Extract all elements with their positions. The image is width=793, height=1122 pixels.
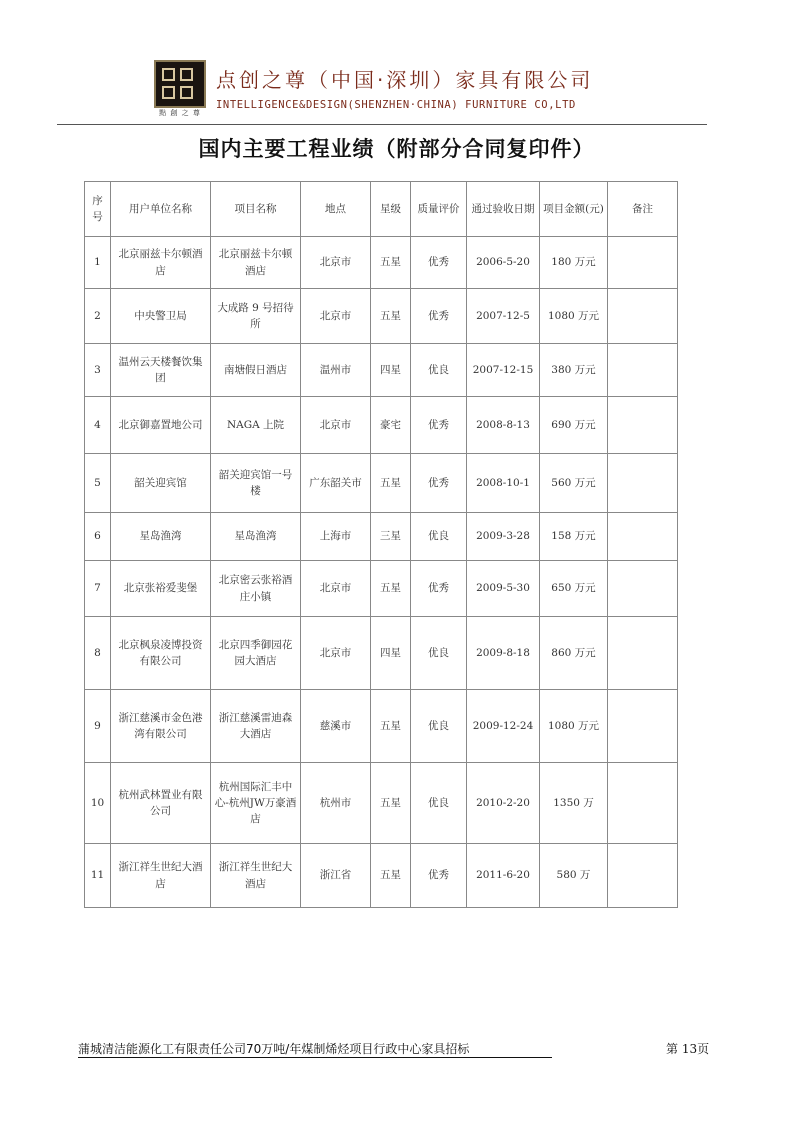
remarks: [608, 844, 678, 908]
client-name: 北京御嘉置地公司: [111, 397, 211, 454]
quality-rating: 优良: [411, 344, 467, 397]
location: 广东韶关市: [301, 454, 371, 513]
project-amount: 1080 万元: [540, 690, 608, 763]
remarks: [608, 397, 678, 454]
footer-project-title: 蒲城清洁能源化工有限责任公司70万吨/年煤制烯烃项目行政中心家具招标: [78, 1042, 470, 1056]
acceptance-date: 2009-12-24: [467, 690, 540, 763]
project-name: 大成路 9 号招待所: [211, 289, 301, 344]
star-grade: 五星: [371, 844, 411, 908]
column-header: 用户单位名称: [111, 182, 211, 237]
project-name: 北京丽兹卡尔顿酒店: [211, 237, 301, 289]
row-number: 11: [85, 844, 111, 908]
logo-subtext: 點 創 之 尊: [159, 109, 201, 117]
location: 浙江省: [301, 844, 371, 908]
row-number: 7: [85, 561, 111, 617]
table-row: [85, 289, 678, 344]
quality-rating: 优秀: [411, 289, 467, 344]
project-name: 韶关迎宾馆一号楼: [211, 454, 301, 513]
remarks: [608, 454, 678, 513]
table-row: [85, 617, 678, 690]
table-row: [85, 561, 678, 617]
acceptance-date: 2010-2-20: [467, 763, 540, 844]
footer-underline: [78, 1057, 552, 1058]
project-name: 浙江祥生世纪大酒店: [211, 844, 301, 908]
project-amount: 180 万元: [540, 237, 608, 289]
row-number: 10: [85, 763, 111, 844]
client-name: 星岛渔湾: [111, 513, 211, 561]
row-number: 3: [85, 344, 111, 397]
quality-rating: 优良: [411, 513, 467, 561]
client-name: 中央警卫局: [111, 289, 211, 344]
project-name: 杭州国际汇丰中心-杭州JW万豪酒店: [211, 763, 301, 844]
location: 北京市: [301, 617, 371, 690]
table-header-row: [85, 182, 678, 237]
row-number: 5: [85, 454, 111, 513]
location: 上海市: [301, 513, 371, 561]
client-name: 韶关迎宾馆: [111, 454, 211, 513]
remarks: [608, 763, 678, 844]
project-amount: 1080 万元: [540, 289, 608, 344]
project-name: 浙江慈溪雷迪森大酒店: [211, 690, 301, 763]
column-header: 通过验收日期: [467, 182, 540, 237]
client-name: 北京枫泉凌博投资有限公司: [111, 617, 211, 690]
star-grade: 豪宅: [371, 397, 411, 454]
project-name: 北京密云张裕酒庄小镇: [211, 561, 301, 617]
acceptance-date: 2008-8-13: [467, 397, 540, 454]
project-amount: 650 万元: [540, 561, 608, 617]
project-amount: 580 万: [540, 844, 608, 908]
row-number: 2: [85, 289, 111, 344]
company-name-cn: 点创之尊（中国·深圳）家具有限公司: [216, 68, 594, 92]
project-amount: 860 万元: [540, 617, 608, 690]
location: 温州市: [301, 344, 371, 397]
star-grade: 四星: [371, 344, 411, 397]
quality-rating: 优秀: [411, 397, 467, 454]
client-name: 浙江祥生世纪大酒店: [111, 844, 211, 908]
acceptance-date: 2009-3-28: [467, 513, 540, 561]
remarks: [608, 561, 678, 617]
column-header: 星级: [371, 182, 411, 237]
star-grade: 三星: [371, 513, 411, 561]
star-grade: 五星: [371, 561, 411, 617]
location: 杭州市: [301, 763, 371, 844]
location: 北京市: [301, 397, 371, 454]
table-row: [85, 397, 678, 454]
column-header: 序号: [85, 182, 111, 237]
column-header: 备注: [608, 182, 678, 237]
column-header: 地点: [301, 182, 371, 237]
location: 北京市: [301, 237, 371, 289]
project-name: 北京四季御园花园大酒店: [211, 617, 301, 690]
letterhead: [150, 58, 620, 120]
row-number: 4: [85, 397, 111, 454]
table-row: [85, 454, 678, 513]
project-name: 南塘假日酒店: [211, 344, 301, 397]
acceptance-date: 2011-6-20: [467, 844, 540, 908]
project-name: 星岛渔湾: [211, 513, 301, 561]
location: 北京市: [301, 289, 371, 344]
column-header: 项目名称: [211, 182, 301, 237]
remarks: [608, 237, 678, 289]
column-header: 项目金额(元): [540, 182, 608, 237]
remarks: [608, 344, 678, 397]
row-number: 8: [85, 617, 111, 690]
project-amount: 690 万元: [540, 397, 608, 454]
row-number: 1: [85, 237, 111, 289]
acceptance-date: 2009-8-18: [467, 617, 540, 690]
project-amount: 560 万元: [540, 454, 608, 513]
header-divider: [57, 124, 707, 125]
star-grade: 五星: [371, 454, 411, 513]
acceptance-date: 2006-5-20: [467, 237, 540, 289]
client-name: 杭州武林置业有限公司: [111, 763, 211, 844]
project-name: NAGA 上院: [211, 397, 301, 454]
page-number: 第 13页: [666, 1042, 710, 1056]
company-name-en: INTELLIGENCE&DESIGN(SHENZHEN·CHINA) FURNITURE CO,LTD: [216, 99, 576, 111]
quality-rating: 优秀: [411, 454, 467, 513]
star-grade: 四星: [371, 617, 411, 690]
row-number: 6: [85, 513, 111, 561]
project-amount: 1350 万: [540, 763, 608, 844]
quality-rating: 优良: [411, 763, 467, 844]
column-header: 质量评价: [411, 182, 467, 237]
project-amount: 380 万元: [540, 344, 608, 397]
project-records-table: [84, 181, 678, 908]
remarks: [608, 513, 678, 561]
quality-rating: 优良: [411, 617, 467, 690]
table-row: [85, 690, 678, 763]
client-name: 北京张裕爱斐堡: [111, 561, 211, 617]
table-row: [85, 763, 678, 844]
acceptance-date: 2009-5-30: [467, 561, 540, 617]
location: 北京市: [301, 561, 371, 617]
star-grade: 五星: [371, 690, 411, 763]
star-grade: 五星: [371, 289, 411, 344]
remarks: [608, 690, 678, 763]
page-title: 国内主要工程业绩（附部分合同复印件）: [198, 137, 595, 161]
acceptance-date: 2007-12-5: [467, 289, 540, 344]
location: 慈溪市: [301, 690, 371, 763]
project-amount: 158 万元: [540, 513, 608, 561]
quality-rating: 优秀: [411, 237, 467, 289]
star-grade: 五星: [371, 763, 411, 844]
acceptance-date: 2008-10-1: [467, 454, 540, 513]
company-logo-icon: [154, 60, 206, 108]
remarks: [608, 289, 678, 344]
quality-rating: 优良: [411, 690, 467, 763]
client-name: 北京丽兹卡尔顿酒店: [111, 237, 211, 289]
client-name: 浙江慈溪市金色港湾有限公司: [111, 690, 211, 763]
acceptance-date: 2007-12-15: [467, 344, 540, 397]
row-number: 9: [85, 690, 111, 763]
client-name: 温州云天楼餐饮集团: [111, 344, 211, 397]
table-row: [85, 344, 678, 397]
table-row: [85, 513, 678, 561]
remarks: [608, 617, 678, 690]
table-row: [85, 237, 678, 289]
star-grade: 五星: [371, 237, 411, 289]
table-row: [85, 844, 678, 908]
quality-rating: 优秀: [411, 844, 467, 908]
quality-rating: 优秀: [411, 561, 467, 617]
